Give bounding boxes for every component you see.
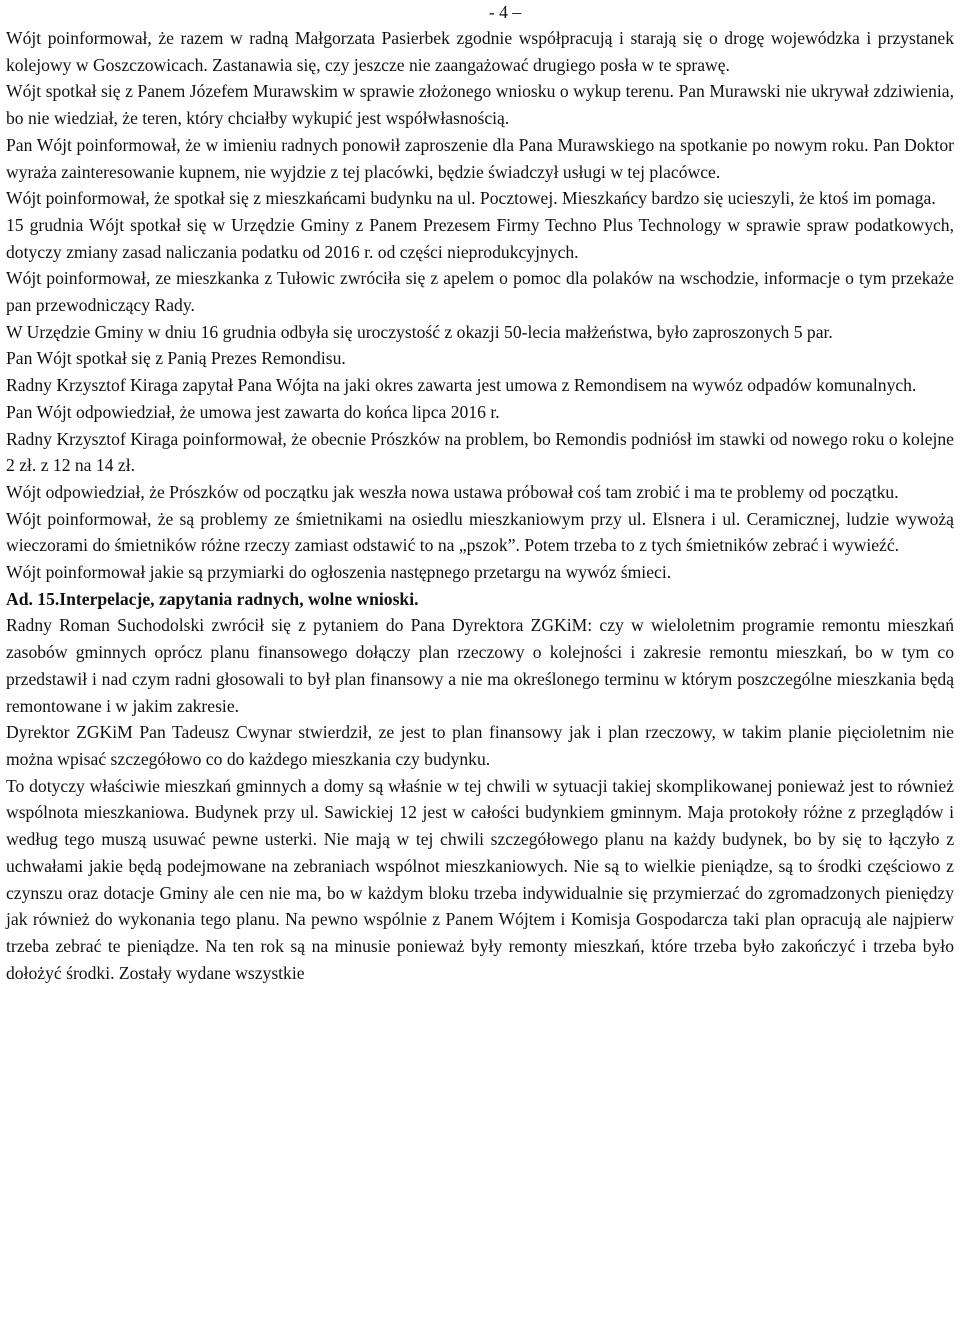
paragraph: Radny Krzysztof Kiraga poinformował, że obecnie Prószków na problem, bo Remondis podniósł im stawki od nowego roku o kolejne 2 zł. z 12 na 14 zł.: [6, 428, 954, 476]
paragraph: Pan Wójt spotkał się z Panią Prezes Remondisu.: [6, 348, 346, 369]
paragraph: Radny Krzysztof Kiraga zapytał Pana Wójta na jaki okres zawarta jest umowa z Remondisem na wywóz odpadów komunalnych.: [6, 375, 917, 396]
paragraph: To dotyczy właściwie mieszkań gminnych a domy są właśnie w tej chwili w sytuacji takiej skomplikowanej ponieważ jest to również wspólnota mieszkaniowa. Budynek przy ul. Sawickiej 12 jest w całości budynkiem gminnym. Maja protokoły różne z przeglądów i według tego muszą usuwać pewne usterki. Nie mają w tej chwili szczegółowego planu na każdy budynek, bo by się to łączyło z uchwałami jakie będą podejmowane na zebraniach wspólnot mieszkaniowych. Nie są to wielkie pieniądze, są to środki częściowo z czynszu oraz dotacje Gminy ale cen nie ma, bo w każdym bloku trzeba indywidualnie się przymierzać do zgromadzonych pieniędzy jak również do wykonania tego planu. Na pewno wspólnie z Panem Wójtem i Komisja Gospodarcza taki plan opracują ale najpierw trzeba zebrać te pieniądze. Na ten rok są na minusie ponieważ były remonty mieszkań, które trzeba było zakończyć i trzeba było dołożyć środki. Zostały wydane wszystkie: [6, 775, 954, 983]
paragraph: Wójt poinformował, ze mieszkanka z Tułowic zwróciła się z apelem o pomoc dla polaków na wschodzie, informacje o tym przekaże pan przewodniczący Rady.: [6, 268, 954, 316]
paragraph: 15 grudnia Wójt spotkał się w Urzędzie Gminy z Panem Prezesem Firmy Techno Plus Technology w sprawie spraw podatkowych, dotyczy zmiany zasad naliczania podatku od 2016 r. od części nieprodukcyjnych.: [6, 214, 954, 262]
paragraph: W Urzędzie Gminy w dniu 16 grudnia odbyła się uroczystość z okazji 50-lecia małżeństwa, było zaproszonych 5 par.: [6, 321, 833, 342]
section-heading: Ad. 15.Interpelacje, zapytania radnych, wolne wnioski.: [6, 588, 419, 609]
paragraph: Wójt poinformował, że razem w radną Małgorzata Pasierbek zgodnie współpracują i starają się o drogę wojewódzka i przystanek kolejowy w Goszczowicach. Zastanawia się, czy jeszcze nie zaangażować drugiego posła w te sprawę.: [6, 28, 954, 75]
paragraph: Pan Wójt poinformował, że w imieniu radnych ponowił zaproszenie dla Pana Murawskiego na spotkanie po nowym roku. Pan Doktor wyraża zainteresowanie kupnem, nie wyjdzie z tej placówki, będzie świadczył usługi w tej placówce.: [6, 134, 954, 182]
paragraph: Wójt poinformował, że są problemy ze śmietnikami na osiedlu mieszkaniowym przy ul. Elsnera i ul. Ceramicznej, ludzie wywożą wieczorami do śmietników różne rzeczy zamiast odstawić to na „pszok”. Potem trzeba to z tych śmietników zebrać i wywieźć.: [6, 508, 954, 556]
paragraph: Wójt poinformował, że spotkał się z mieszkańcami budynku na ul. Pocztowej. Mieszkańcy bardzo się ucieszyli, że ktoś im pomaga.: [6, 188, 936, 209]
paragraph: Dyrektor ZGKiM Pan Tadeusz Cwynar stwierdził, ze jest to plan finansowy jak i plan rzeczowy, w takim planie pięcioletnim nie można wpisać szczegółowo co do każdego mieszkania czy budynku.: [6, 722, 954, 769]
page-number: - 4 –: [488, 2, 522, 22]
paragraph: Wójt odpowiedział, że Prószków od początku jak weszła nowa ustawa próbował coś tam zrobić i ma te problemy od początku.: [6, 481, 899, 502]
paragraph: Wójt poinformował jakie są przymiarki do ogłoszenia następnego przetargu na wywóz śmieci.: [6, 562, 672, 583]
paragraph: Wójt spotkał się z Panem Józefem Murawskim w sprawie złożonego wniosku o wykup terenu. Pan Murawski nie ukrywał zdziwienia, bo nie wiedział, że teren, który chciałby wykupić jest współwłasnością.: [6, 81, 954, 129]
paragraph: Radny Roman Suchodolski zwrócił się z pytaniem do Pana Dyrektora ZGKiM: czy w wieloletnim programie remontu mieszkań zasobów gminnych oprócz planu finansowego dołączy plan rzeczowy o kolejności i zakresie remontu mieszkań, bo w tym co przedstawił i nad czym radni głosowali to był plan finansowy a nie ma określonego terminu w którym poszczególne mieszkania będą remontowane i w jakim zakresie.: [6, 615, 954, 716]
paragraph: Pan Wójt odpowiedział, że umowa jest zawarta do końca lipca 2016 r.: [6, 401, 500, 422]
